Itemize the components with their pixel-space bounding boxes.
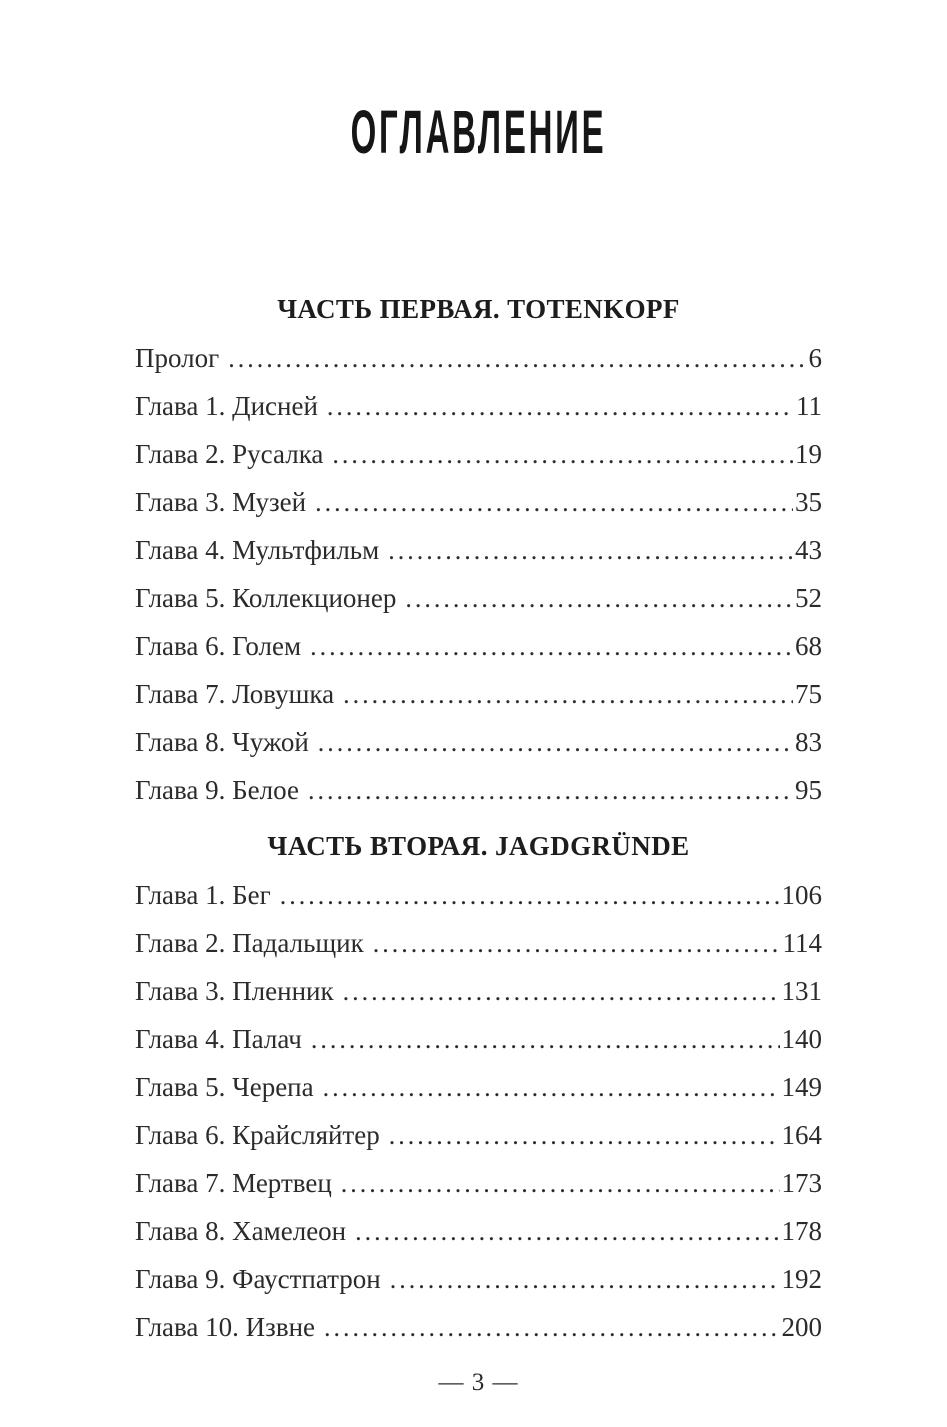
section-entries [135,344,822,805]
dot-leader [323,1073,780,1102]
entry-page-number: 192 [781,1264,822,1294]
entry-label: Глава 7. Мертвец [135,1168,332,1198]
toc-entry [135,632,822,661]
dot-leader [315,488,793,517]
toc-section [135,294,822,805]
entry-page-number: 35 [795,487,822,517]
entry-page-number: 106 [781,880,822,910]
dot-leader [310,632,793,661]
section-heading: ЧАСТЬ ПЕРВАЯ. TOTENKOPF [277,294,680,324]
entry-page-number: 19 [795,439,822,469]
footer-page-number: — 3 — [438,1369,519,1396]
entry-page-number: 11 [796,391,822,421]
dot-leader [324,1313,779,1342]
entry-label: Глава 4. Мультфильм [135,535,380,565]
dot-leader [318,728,793,757]
dot-leader [373,929,781,958]
entry-label: Глава 5. Черепа [135,1072,314,1102]
entry-page-number: 178 [781,1216,822,1246]
entry-label: Глава 3. Музей [135,487,307,517]
entry-page-number: 95 [795,775,822,805]
entry-label: Глава 5. Коллекционер [135,583,397,613]
entry-label: Глава 10. Извне [135,1312,316,1342]
entry-label: Глава 3. Пленник [135,976,334,1006]
dot-leader [308,776,793,805]
entry-label: Глава 2. Русалка [135,439,324,469]
entry-page-number: 114 [782,928,822,958]
entry-label: Глава 6. Крайсляйтер [135,1120,380,1150]
dot-leader [343,680,793,709]
toc-entry [135,440,822,469]
entry-label: Глава 1. Дисней [135,391,318,421]
entry-page-number: 164 [781,1120,822,1150]
entry-page-number: 149 [781,1072,822,1102]
dot-leader [280,881,780,910]
entry-label: Глава 6. Голем [135,631,302,661]
entry-page-number: 68 [795,631,822,661]
toc-entry [135,1169,822,1198]
dot-leader [341,1169,780,1198]
entry-page-number: 43 [795,535,822,565]
dot-leader [355,1217,779,1246]
toc-section [135,831,822,1342]
entry-page-number: 200 [781,1312,822,1342]
toc-entry [135,1073,822,1102]
toc-entry [135,344,822,373]
toc-entry [135,1025,822,1054]
entry-page-number: 173 [781,1168,822,1198]
entry-label: Глава 7. Ловушка [135,679,335,709]
dot-leader [228,344,806,373]
entry-label: Глава 9. Белое [135,775,299,805]
section-entries [135,881,822,1342]
toc-entry [135,1265,822,1294]
entry-page-number: 52 [795,583,822,613]
section-heading: ЧАСТЬ ВТОРАЯ. JAGDGRÜNDE [267,831,690,861]
entry-page-number: 6 [808,343,822,373]
entry-page-number: 75 [795,679,822,709]
toc-entry [135,929,822,958]
toc-entry [135,680,822,709]
entry-label: Глава 8. Хамелеон [135,1216,347,1246]
entry-label: Глава 2. Падальщик [135,928,364,958]
entry-label: Глава 1. Бег [135,880,271,910]
entry-label: Глава 9. Фаустпатрон [135,1264,381,1294]
toc-entry [135,776,822,805]
entry-label: Пролог [135,343,220,373]
entry-page-number: 83 [795,727,822,757]
dot-leader [311,1025,780,1054]
dot-leader [388,536,793,565]
dot-leader [405,584,793,613]
toc-entry [135,392,822,421]
page-title: ОГЛАВЛЕНИЕ [350,98,607,167]
toc-entry [135,728,822,757]
toc-list [135,294,822,1361]
entry-page-number: 131 [781,976,822,1006]
toc-entry [135,1217,822,1246]
toc-entry [135,536,822,565]
toc-entry [135,977,822,1006]
entry-label: Глава 8. Чужой [135,727,309,757]
toc-entry [135,1313,822,1342]
toc-entry [135,488,822,517]
entry-label: Глава 4. Палач [135,1024,302,1054]
toc-entry [135,881,822,910]
dot-leader [389,1121,780,1150]
toc-entry [135,584,822,613]
dot-leader [332,440,793,469]
toc-entry [135,1121,822,1150]
entry-page-number: 140 [781,1024,822,1054]
dot-leader [327,392,794,421]
dot-leader [390,1265,780,1294]
dot-leader [343,977,780,1006]
